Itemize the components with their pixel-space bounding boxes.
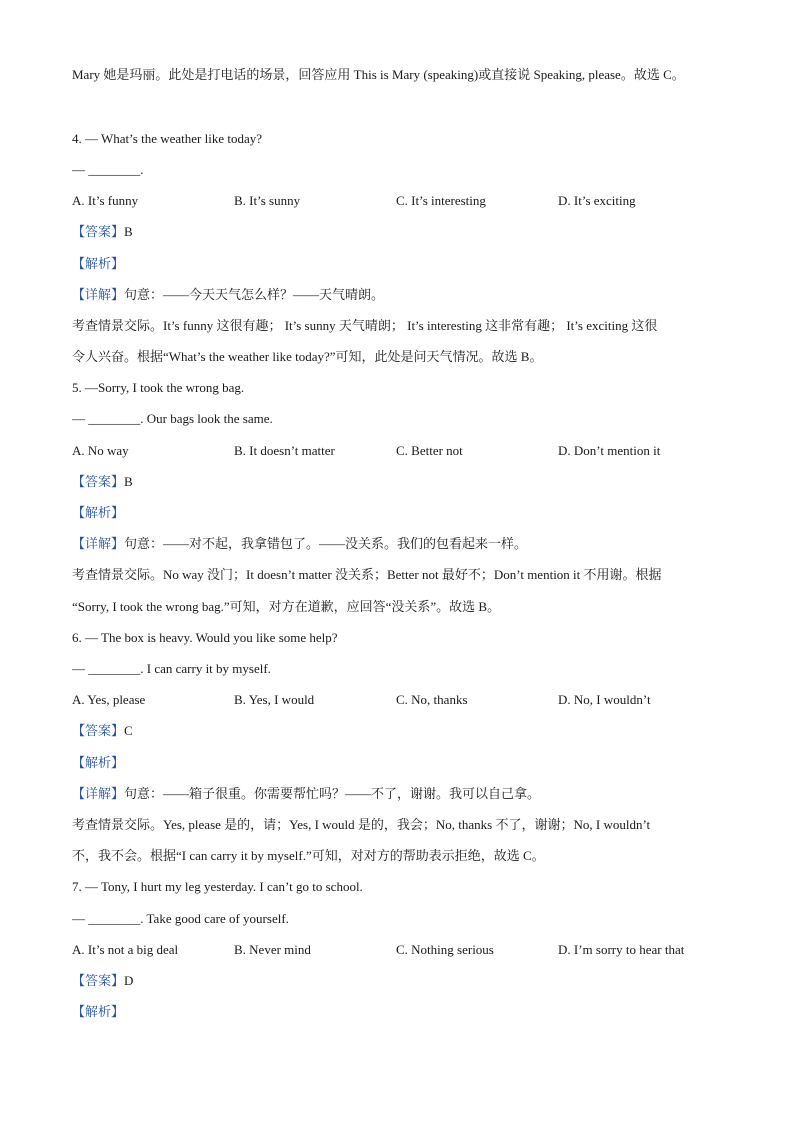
answer-tag: 【答案】 xyxy=(72,224,125,239)
detail-tag: 【详解】 xyxy=(72,536,125,551)
question-4-blank: — ________. xyxy=(72,162,144,177)
question-7-options xyxy=(72,941,732,959)
option-b: B. Never mind xyxy=(234,942,311,957)
option-d: D. Don’t mention it xyxy=(558,443,661,458)
answer-value: D xyxy=(124,973,134,988)
option-d: D. I’m sorry to hear that xyxy=(558,942,685,957)
option-a: A. No way xyxy=(72,443,129,458)
answer-value: C xyxy=(124,723,133,738)
question-5-blank: — ________. Our bags look the same. xyxy=(72,411,273,426)
answer-value: B xyxy=(124,474,133,489)
question-4-options xyxy=(72,192,732,210)
option-a: A. It’s not a big deal xyxy=(72,942,179,957)
question-6-analysis-heading xyxy=(72,754,734,772)
option-c: C. It’s interesting xyxy=(396,193,486,208)
question-7-stem: 7. — Tony, I hurt my leg yesterday. I can’t go to school. xyxy=(72,879,363,894)
question-7-answer xyxy=(72,972,734,990)
question-5-stem: 5. —Sorry, I took the wrong bag. xyxy=(72,380,245,395)
option-c: C. Better not xyxy=(396,443,463,458)
option-b: B. Yes, I would xyxy=(234,692,315,707)
analysis-tag: 【解析】 xyxy=(72,1004,125,1019)
detail-text: 句意：——今天天气怎么样？——天气晴朗。 xyxy=(124,287,385,302)
question-4-detail-1 xyxy=(72,286,734,304)
question-5-detail-2: 考查情景交际。No way 没门；It doesn’t matter 没关系；Better not 最好不；Don’t mention it 不用谢。根据 xyxy=(72,567,662,582)
question-6-detail-1 xyxy=(72,785,734,803)
question-5-detail-1 xyxy=(72,535,734,553)
intro-paragraph: Mary 她是玛丽。此处是打电话的场景，回答应用 This is Mary (speaking)或直接说 Speaking, please。故选 C。 xyxy=(72,67,685,82)
option-d: D. No, I wouldn’t xyxy=(558,692,651,707)
question-5-analysis-heading xyxy=(72,504,734,522)
question-6-stem: 6. — The box is heavy. Would you like some help? xyxy=(72,630,338,645)
detail-tag: 【详解】 xyxy=(72,786,125,801)
question-7-analysis-heading xyxy=(72,1003,734,1021)
option-c: C. No, thanks xyxy=(396,692,468,707)
answer-tag: 【答案】 xyxy=(72,474,125,489)
detail-text: 句意：——对不起，我拿错包了。——没关系。我们的包看起来一样。 xyxy=(124,536,528,551)
question-5-answer xyxy=(72,473,734,491)
option-a: A. Yes, please xyxy=(72,692,146,707)
question-6-answer xyxy=(72,722,734,740)
question-4-stem: 4. — What’s the weather like today? xyxy=(72,131,263,146)
answer-tag: 【答案】 xyxy=(72,723,125,738)
option-a: A. It’s funny xyxy=(72,193,139,208)
question-6-options xyxy=(72,691,732,709)
question-4-detail-3: 令人兴奋。根据“What’s the weather like today?”可知，此处是问天气情况。故选 B。 xyxy=(72,349,543,364)
question-5-detail-3: “Sorry, I took the wrong bag.”可知，对方在道歉，应回答“没关系”。故选 B。 xyxy=(72,599,501,614)
analysis-tag: 【解析】 xyxy=(72,755,125,770)
detail-tag: 【详解】 xyxy=(72,287,125,302)
question-4-detail-2: 考查情景交际。It’s funny 这很有趣； It’s sunny 天气晴朗； It’s interesting 这非常有趣； It’s exciting 这很 xyxy=(72,318,658,333)
option-b: B. It doesn’t matter xyxy=(234,443,335,458)
question-5-options xyxy=(72,442,732,460)
question-6-detail-2: 考查情景交际。Yes, please 是的，请；Yes, I would 是的，我会；No, thanks 不了，谢谢；No, I wouldn’t xyxy=(72,817,651,832)
detail-text: 句意：——箱子很重。你需要帮忙吗？——不了，谢谢。我可以自己拿。 xyxy=(124,786,541,801)
option-c: C. Nothing serious xyxy=(396,942,494,957)
analysis-tag: 【解析】 xyxy=(72,505,125,520)
option-d: D. It’s exciting xyxy=(558,193,636,208)
question-4-answer xyxy=(72,223,734,241)
option-b: B. It’s sunny xyxy=(234,193,301,208)
analysis-tag: 【解析】 xyxy=(72,256,125,271)
answer-value: B xyxy=(124,224,133,239)
question-6-blank: — ________. I can carry it by myself. xyxy=(72,661,271,676)
question-7-blank: — ________. Take good care of yourself. xyxy=(72,911,289,926)
question-4-analysis-heading xyxy=(72,255,734,273)
answer-tag: 【答案】 xyxy=(72,973,125,988)
question-6-detail-3: 不，我不会。根据“I can carry it by myself.”可知，对对方的帮助表示拒绝，故选 C。 xyxy=(72,848,545,863)
